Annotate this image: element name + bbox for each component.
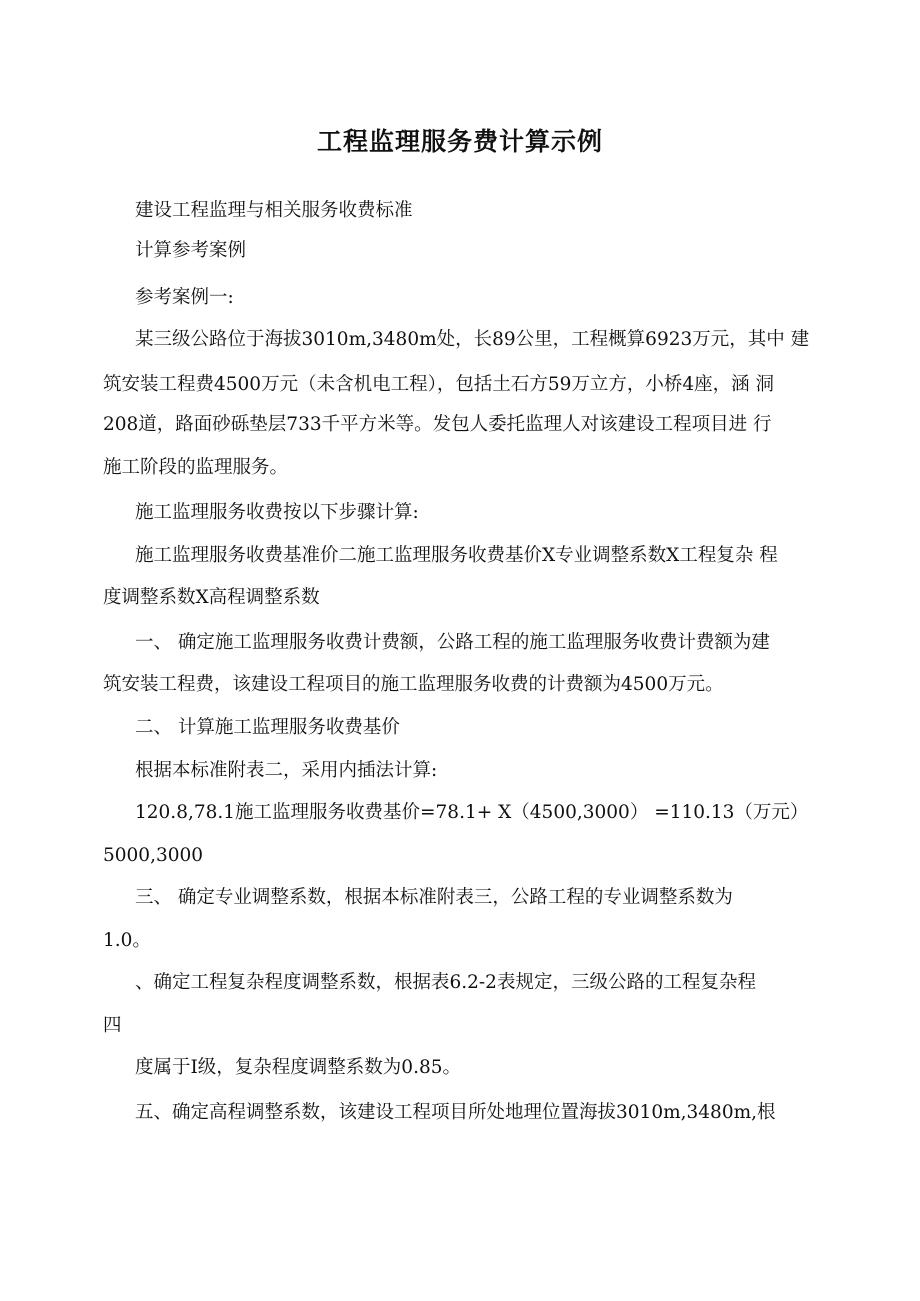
- section-heading: 计算参考案例: [135, 240, 247, 261]
- paragraph-line: 根据本标准附表二，采用内插法计算:: [135, 760, 438, 781]
- paragraph-line: 度属于I级，复杂程度调整系数为0.85。: [135, 1057, 462, 1078]
- paragraph-line: 五、确定高程调整系数，该建设工程项目所处地理位置海拔3010m,3480m,根: [135, 1102, 776, 1123]
- paragraph-line: 1.0。: [103, 930, 151, 951]
- text-span: 某三级公路位于海拔3010m,3480m处，长89公里，工程概算6923万元，其中 建: [135, 329, 810, 350]
- paragraph-line: 度调整系数X高程调整系数: [103, 587, 320, 608]
- paragraph-line: 施工监理服务收费基准价二施工监理服务收费基价X专业调整系数X工程复杂 程: [135, 545, 778, 566]
- formula-line: 5000,3000: [103, 845, 204, 866]
- subtitle-line: 建设工程监理与相关服务收费标准: [135, 200, 413, 221]
- step-heading: 二、 计算施工监理服务收费基价: [135, 717, 400, 738]
- justified-line: [135, 327, 822, 353]
- paragraph-line: 施工监理服务收费按以下步骤计算:: [135, 502, 419, 523]
- case-heading: 参考案例一:: [135, 287, 234, 308]
- paragraph-line: 三、 确定专业调整系数，根据本标准附表三，公路工程的专业调整系数为: [135, 887, 733, 908]
- paragraph-line: 四: [103, 1015, 122, 1036]
- paragraph-line: 、确定工程复杂程度调整系数，根据表6.2-2表规定，三级公路的工程复杂程: [135, 972, 756, 993]
- formula-line: 120.8,78.1施工监理服务收费基价=78.1+ X（4500,3000） =110.13（万元）: [135, 802, 809, 823]
- paragraph-line: [135, 327, 855, 353]
- paragraph-line: 一、 确定施工监理服务收费计费额，公路工程的施工监理服务收费计费额为建: [135, 632, 770, 653]
- paragraph-line: 筑安装工程费，该建设工程项目的施工监理服务收费的计费额为4500万元。: [103, 674, 724, 695]
- document-title: 工程监理服务费计算示例: [316, 127, 603, 156]
- paragraph-line: 208道，路面砂砾垫层733千平方米等。发包人委托监理人对该建设工程项目进 行: [103, 414, 772, 435]
- paragraph-line: 施工阶段的监理服务。: [103, 457, 289, 478]
- paragraph-line: 筑安装工程费4500万元（未含机电工程），包括土石方59万立方，小桥4座，涵 洞: [103, 374, 775, 395]
